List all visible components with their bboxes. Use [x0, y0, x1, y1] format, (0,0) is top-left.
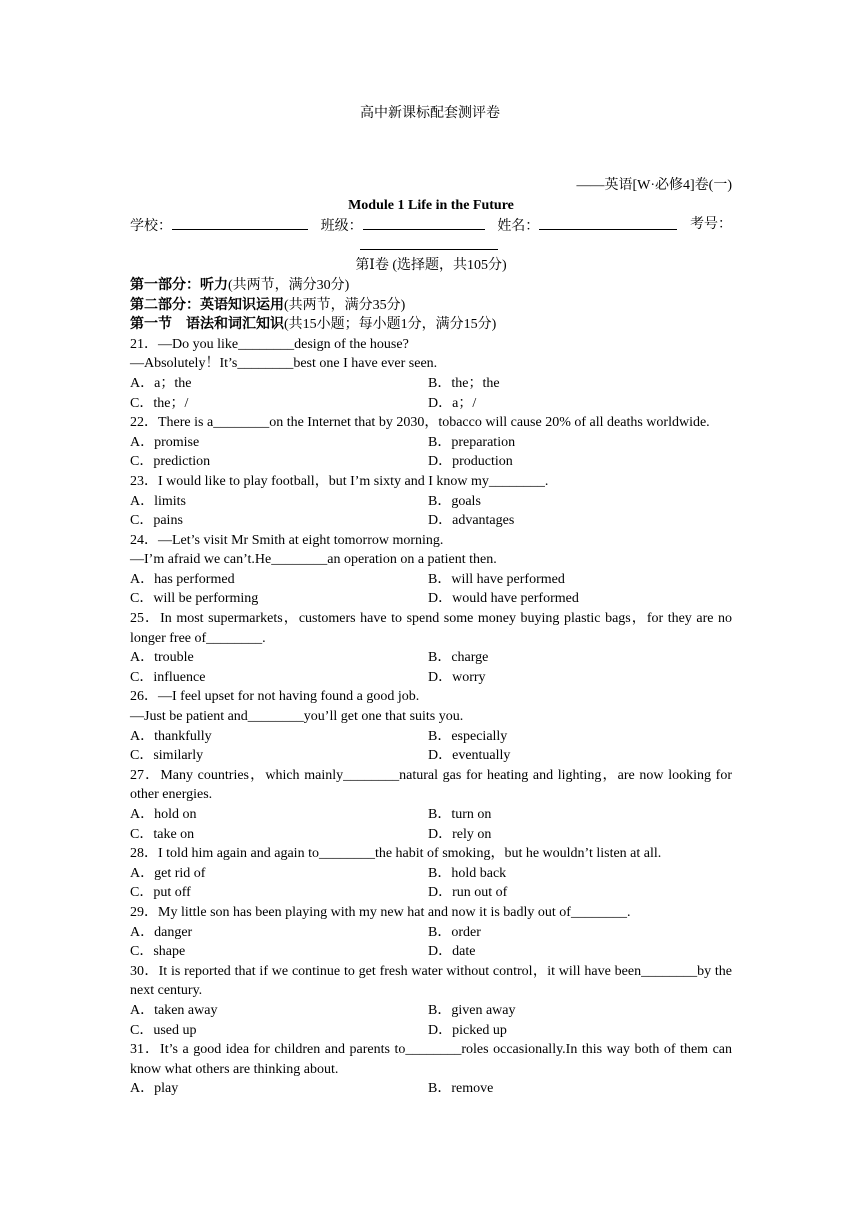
answer-option[interactable]: A．has performed: [130, 571, 235, 587]
answer-option[interactable]: A．hold on: [130, 807, 197, 822]
answer-option[interactable]: B．hold back: [428, 865, 507, 881]
answer-options: [130, 1079, 732, 1099]
exam-no-blank: [360, 241, 498, 250]
answer-option[interactable]: B．remove: [428, 1081, 494, 1097]
answer-option[interactable]: D．rely on: [428, 826, 492, 842]
answer-option[interactable]: B．preparation: [428, 434, 516, 450]
answer-option[interactable]: B．will have performed: [428, 571, 565, 587]
answer-option[interactable]: C．the；/: [130, 395, 189, 411]
answer-option[interactable]: D．date: [428, 944, 476, 960]
module-title: Module 1 Life in the Future: [348, 197, 514, 213]
question-item: [130, 962, 732, 1040]
name-blank: [539, 215, 677, 230]
answer-option[interactable]: A．danger: [130, 924, 193, 940]
question-stem-line: 25．In most supermarkets，customers have to spend some money buying plastic bags，for they are no longer free of________.: [130, 611, 732, 646]
answer-options: [130, 648, 732, 687]
section1-note: (共15小题；每小题1分，满分15分): [284, 317, 497, 333]
answer-option[interactable]: D．eventually: [428, 748, 511, 764]
question-stem-line: 31．It’s a good idea for children and parents to________roles occasionally.In this way both of them can know what others are thinking about.: [130, 1042, 732, 1077]
part2-title: [130, 296, 732, 316]
part1-title: [130, 276, 732, 296]
school-label: 学校：: [130, 219, 172, 235]
answer-options: [130, 374, 732, 413]
answer-option[interactable]: A．trouble: [130, 650, 194, 666]
answer-options: [130, 864, 732, 903]
question-stem-line: 27．Many countries，which mainly________natural gas for heating and lighting，are now looking for other energies.: [130, 767, 732, 803]
answer-option[interactable]: D．advantages: [428, 513, 515, 529]
subject-line: ——英语[W·必修4]卷(一): [576, 178, 732, 193]
question-stem-line: 26．—I feel upset for not having found a good job.: [130, 689, 420, 705]
question-item: [130, 609, 732, 687]
question-stem-line: 24．—Let’s visit Mr Smith at eight tomorrow morning.: [130, 532, 444, 548]
question-item: [130, 1040, 732, 1099]
question-item: [130, 472, 732, 531]
question-list: [130, 335, 732, 1099]
question-item: [130, 687, 732, 765]
answer-option[interactable]: C．put off: [130, 885, 191, 901]
answer-option[interactable]: C．used up: [130, 1022, 197, 1038]
answer-option[interactable]: D．would have performed: [428, 591, 579, 607]
answer-option[interactable]: C．shape: [130, 944, 186, 960]
question-stem-line: 23．I would like to play football，but I’m sixty and I know my________.: [130, 473, 549, 489]
part2-note: (共两节，满分35分): [284, 297, 406, 313]
answer-option[interactable]: A．promise: [130, 434, 200, 450]
section-title: 第Ⅰ卷 (选择题，共105分): [355, 258, 507, 274]
answer-option[interactable]: B．order: [428, 924, 481, 940]
part2-label: 第二部分：英语知识运用: [130, 297, 284, 313]
answer-option[interactable]: A．taken away: [130, 1002, 218, 1018]
section1-label: 第一节 语法和词汇知识: [130, 317, 284, 333]
answer-option[interactable]: C．influence: [130, 669, 206, 685]
question-stem-line: —I’m afraid we can’t.He________an operation on a patient then.: [130, 552, 497, 568]
answer-option[interactable]: B．the；the: [428, 375, 500, 391]
answer-option[interactable]: C．take on: [130, 826, 195, 842]
answer-option[interactable]: D．a；/: [428, 395, 477, 411]
page-header-title: 高中新课标配套测评卷: [360, 106, 500, 121]
part1-note: (共两节，满分30分): [228, 277, 350, 293]
answer-option[interactable]: B．turn on: [428, 807, 492, 822]
exam-content: [130, 176, 732, 1099]
answer-option[interactable]: D．run out of: [428, 885, 508, 901]
answer-option[interactable]: C．will be performing: [130, 591, 259, 607]
question-stem-line: 22．There is a________on the Internet that by 2030，tobacco will cause 20% of all deaths worldwide.: [130, 415, 710, 431]
answer-options: [130, 570, 732, 609]
question-stem-line: 30．It is reported that if we continue to get fresh water without control，it will have been________by the next century.: [130, 963, 732, 999]
question-stem-line: —Absolutely！It’s________best one I have ever seen.: [130, 356, 438, 372]
exam-no-label: 考号：: [689, 217, 732, 233]
answer-option[interactable]: B．especially: [428, 728, 508, 744]
answer-option[interactable]: D．worry: [428, 669, 486, 685]
question-item: [130, 531, 732, 609]
section1-title: [130, 315, 732, 335]
answer-options: [130, 727, 732, 766]
answer-option[interactable]: A．get rid of: [130, 865, 206, 881]
question-stem-line: —Just be patient and________you’ll get one that suits you.: [130, 709, 464, 725]
class-blank: [363, 215, 485, 230]
answer-options: [130, 492, 732, 531]
answer-option[interactable]: C．similarly: [130, 748, 204, 764]
question-item: [130, 903, 732, 962]
answer-option[interactable]: B．charge: [428, 650, 489, 666]
exam-no-blank-row[interactable]: [130, 237, 732, 257]
answer-options: [130, 923, 732, 962]
answer-option[interactable]: B．goals: [428, 493, 481, 509]
question-stem-line: 21．—Do you like________design of the house?: [130, 336, 409, 352]
answer-options: [130, 1001, 732, 1040]
name-field[interactable]: [497, 215, 677, 237]
class-label: 班级：: [320, 219, 363, 235]
answer-option[interactable]: B．given away: [428, 1002, 516, 1018]
part1-label: 第一部分：听力: [130, 277, 228, 293]
school-field[interactable]: [130, 215, 308, 237]
answer-option[interactable]: A．thankfully: [130, 728, 212, 744]
answer-options: [130, 805, 732, 844]
class-field[interactable]: [321, 215, 485, 237]
school-blank: [172, 215, 308, 230]
name-label: 姓名：: [497, 219, 540, 235]
question-item: [130, 844, 732, 903]
answer-option[interactable]: A．a；the: [130, 375, 192, 391]
answer-option[interactable]: A．limits: [130, 493, 187, 509]
answer-option[interactable]: C．pains: [130, 513, 183, 529]
answer-option[interactable]: C．prediction: [130, 454, 211, 470]
answer-option[interactable]: A．play: [130, 1081, 179, 1097]
question-item: [130, 766, 732, 844]
answer-option[interactable]: D．production: [428, 454, 513, 470]
question-item: [130, 413, 732, 472]
answer-option[interactable]: D．picked up: [428, 1022, 507, 1038]
question-item: [130, 335, 732, 413]
answer-options: [130, 433, 732, 472]
question-stem-line: 28．I told him again and again to________the habit of smoking，but he wouldn’t listen at all.: [130, 846, 662, 862]
student-info-row: [130, 215, 732, 237]
question-stem-line: 29．My little son has been playing with my new hat and now it is badly out of________.: [130, 904, 631, 920]
